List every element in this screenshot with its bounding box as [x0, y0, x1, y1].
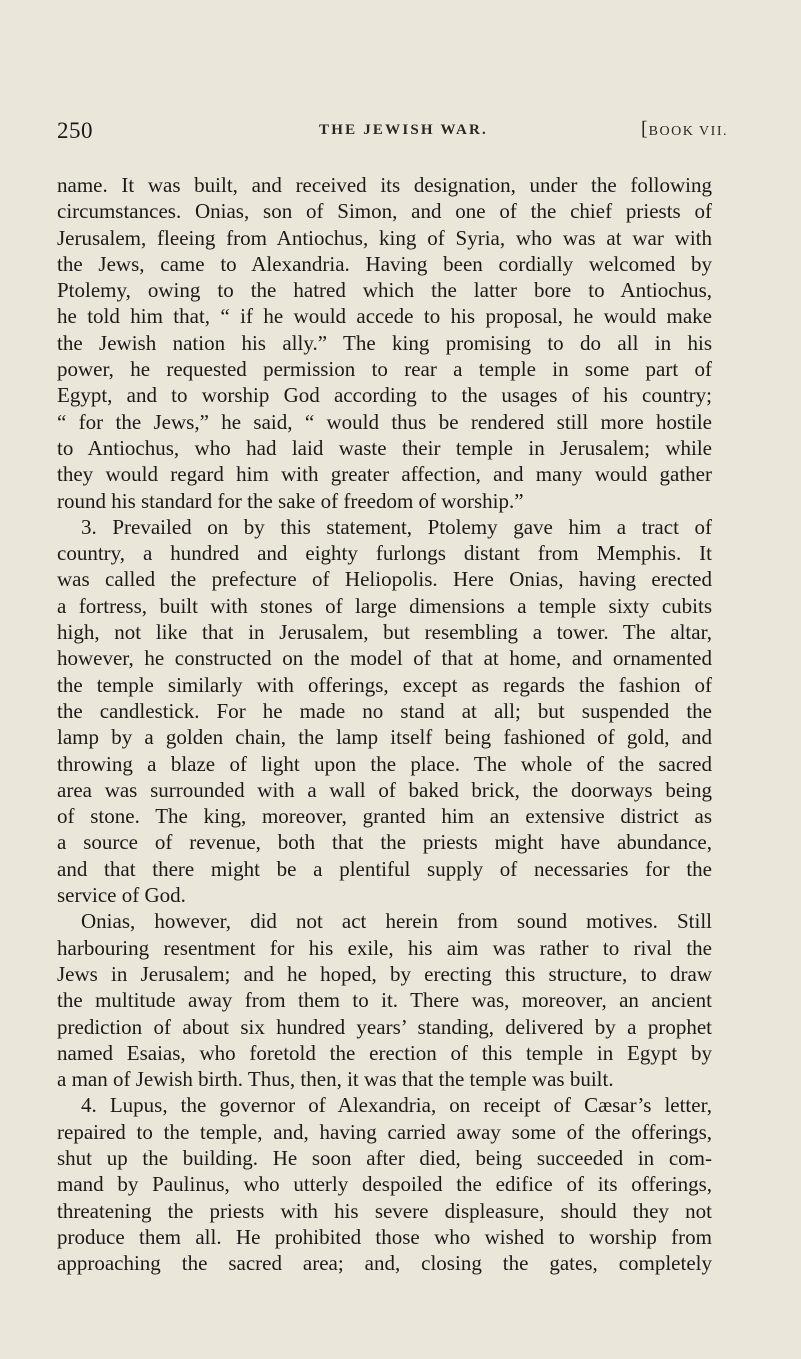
text-line: and that there might be a plentiful supply of necessaries for the — [57, 856, 712, 881]
text-line: harbouring resentment for his exile, his aim was rather to rival the — [57, 935, 712, 960]
text-line: 4. Lupus, the governor of Alexandria, on receipt of Cæsar’s letter, — [81, 1093, 712, 1118]
text-line: power, he requested permission to rear a temple in some part of — [57, 357, 712, 382]
text-line: country, a hundred and eighty furlongs distant from Memphis. It — [57, 541, 712, 566]
body-text — [57, 172, 712, 1276]
text-line: approaching the sacred area; and, closing the gates, completely — [57, 1251, 712, 1276]
text-line: circumstances. Onias, son of Simon, and one of the chief priests of — [57, 199, 712, 224]
text-line: to Antiochus, who had laid waste their temple in Jerusalem; while — [57, 435, 712, 460]
text-line: repaired to the temple, and, having carried away some of the offerings, — [57, 1119, 712, 1144]
text-line: produce them all. He prohibited those who wished to worship from — [57, 1224, 712, 1249]
text-line: 3. Prevailed on by this statement, Ptolemy gave him a tract of — [81, 514, 712, 539]
book-reference-bracket: [ — [640, 118, 649, 140]
text-line: he told him that, “ if he would accede to his proposal, he would make — [57, 304, 712, 329]
text-line: Onias, however, did not act herein from sound motives. Still — [81, 909, 712, 934]
text-line: a source of revenue, both that the priests might have abundance, — [57, 830, 712, 855]
text-line: shut up the building. He soon after died, being succeeded in com- — [57, 1145, 712, 1170]
text-line: Ptolemy, owing to the hatred which the latter bore to Antiochus, — [57, 278, 712, 303]
text-line: name. It was built, and received its designation, under the following — [57, 173, 712, 197]
text-line: area was surrounded with a wall of baked brick, the doorways being — [57, 777, 712, 802]
text-line: a man of Jewish birth. Thus, then, it was that the temple was built. — [57, 1067, 614, 1092]
text-line: the temple similarly with offerings, except as regards the fashion of — [57, 672, 712, 697]
text-line: was called the prefecture of Heliopolis. Here Onias, having erected — [57, 567, 712, 592]
text-line: high, not like that in Jerusalem, but resembling a tower. The altar, — [57, 620, 712, 645]
text-line: however, he constructed on the model of that at home, and ornamented — [57, 646, 712, 671]
text-line: threatening the priests with his severe displeasure, should they not — [57, 1198, 712, 1223]
book-reference-text: BOOK VII. — [648, 124, 728, 139]
text-line: of stone. The king, moreover, granted him an extensive district as — [57, 804, 712, 829]
text-line: Egypt, and to worship God according to the usages of his country; — [57, 383, 712, 408]
text-line: the multitude away from them to it. There was, moreover, an ancient — [57, 988, 712, 1013]
page-number: 250 — [57, 118, 93, 143]
text-line: “ for the Jews,” he said, “ would thus be rendered still more hostile — [57, 409, 712, 434]
text-line: mand by Paulinus, who utterly despoiled the edifice of its offerings, — [57, 1172, 712, 1197]
text-line: lamp by a golden chain, the lamp itself being fashioned of gold, and — [57, 725, 712, 750]
text-line: the Jews, came to Alexandria. Having been cordially welcomed by — [57, 251, 712, 276]
text-line: the candlestick. For he made no stand at all; but suspended the — [57, 698, 712, 723]
text-line: they would regard him with greater affection, and many would gather — [57, 462, 712, 487]
text-line: named Esaias, who foretold the erection of this temple in Egypt by — [57, 1040, 712, 1065]
text-line: prediction of about six hundred years’ standing, delivered by a prophet — [57, 1014, 712, 1039]
running-head — [57, 118, 728, 148]
text-line: Jews in Jerusalem; and he hoped, by erecting this structure, to draw — [57, 961, 712, 986]
text-line: a fortress, built with stones of large dimensions a temple sixty cubits — [57, 593, 712, 618]
book-reference — [641, 118, 728, 141]
text-line: throwing a blaze of light upon the place. The whole of the sacred — [57, 751, 712, 776]
text-line: round his standard for the sake of freedom of worship.” — [57, 488, 524, 513]
text-line: the Jewish nation his ally.” The king promising to do all in his — [57, 330, 712, 355]
running-title: THE JEWISH WAR. — [319, 122, 489, 138]
text-line: Jerusalem, fleeing from Antiochus, king of Syria, who was at war with — [57, 225, 712, 250]
text-line: service of God. — [57, 883, 186, 908]
